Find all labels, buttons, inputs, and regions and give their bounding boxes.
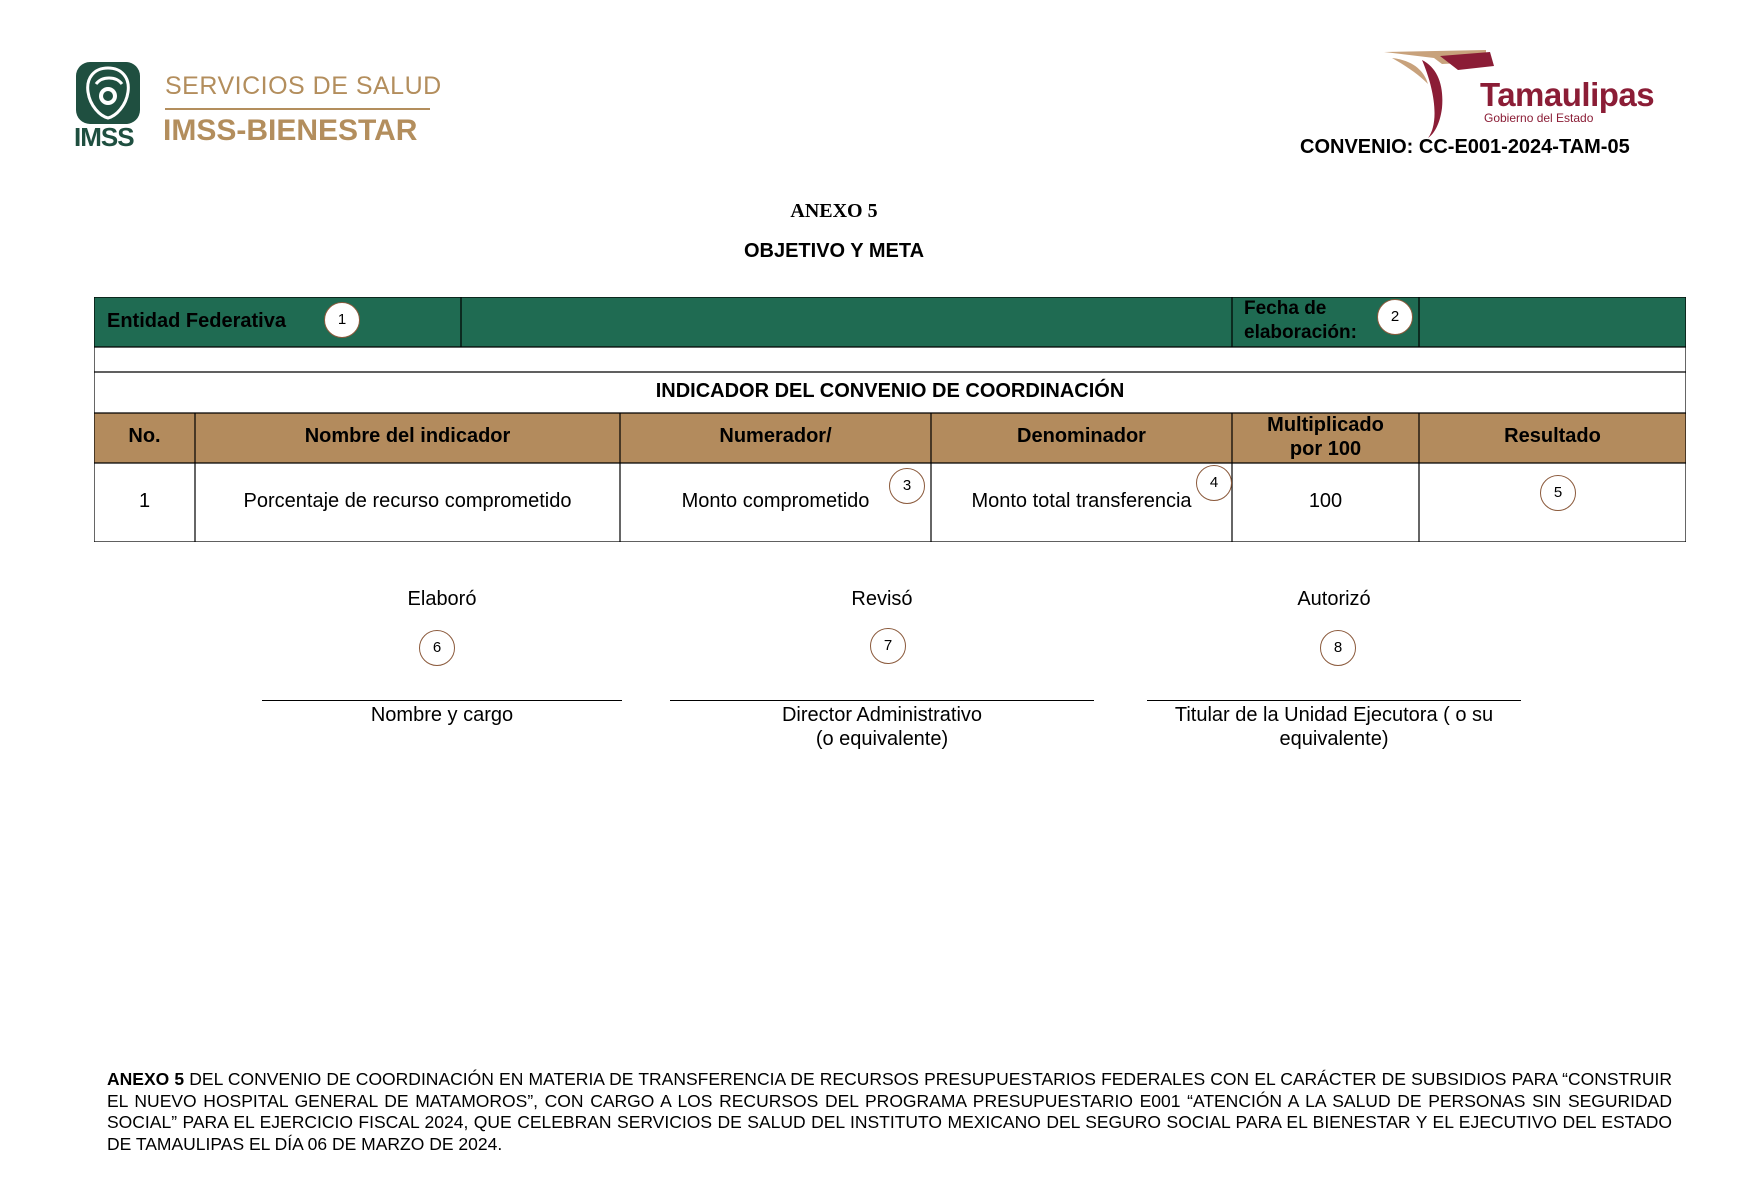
imss-emblem-icon xyxy=(76,62,140,124)
fecha-label-line1: Fecha de xyxy=(1244,298,1327,319)
marker-2: 2 xyxy=(1377,299,1413,335)
objetivo-title: OBJETIVO Y META xyxy=(743,240,925,262)
sig-autorizo-caption-line2: equivalente) xyxy=(1279,728,1389,750)
sig-autorizo-line xyxy=(1147,700,1521,701)
sig-autorizo-label: Autorizó xyxy=(1297,588,1371,610)
sig-elaboro-line xyxy=(262,700,622,701)
marker-8: 8 xyxy=(1320,630,1356,666)
row-multiplicado: 100 xyxy=(1308,490,1343,512)
col-header-multiplicado-line2: por 100 xyxy=(1289,438,1362,460)
footer-text: DEL CONVENIO DE COORDINACIÓN EN MATERIA DE TRANSFERENCIA DE RECURSOS PRESUPUESTARIOS FEDERALES CON EL CARÁCTER DE SUBSIDIOS PARA “CONSTRUIR EL NUEVO HOSPITAL GENERAL DE MATAMOROS”, CON CARGO A LOS RECURSOS DEL PROGRAMA PRESUPUESTARIO E001 “ATENCIÓN A LA SALUD DE PERSONAS SIN SEGURIDAD SOCIAL” PARA EL EJERCICIO FISCAL 2024, QUE CELEBRAN SERVICIOS DE SALUD DEL INSTITUTO MEXICANO DEL SEGURO SOCIAL PARA EL BIENESTAR Y EL EJECUTIVO DEL ESTADO DE TAMAULIPAS EL DÍA 06 DE MARZO DE 2024. xyxy=(107,1069,1672,1154)
sig-reviso-caption-line2: (o equivalente) xyxy=(815,728,949,750)
row-numerador: Monto comprometido xyxy=(681,490,870,512)
marker-5: 5 xyxy=(1540,475,1576,511)
sig-autorizo-caption xyxy=(1147,703,1521,751)
sig-reviso-caption-line1: Director Administrativo xyxy=(781,704,983,726)
imss-wordmark: IMSS xyxy=(74,122,134,152)
sig-elaboro-caption-line1: Nombre y cargo xyxy=(370,704,514,726)
brand-line1: SERVICIOS DE SALUD xyxy=(165,72,442,100)
anexo-title: ANEXO 5 xyxy=(790,200,878,222)
brand-line2: IMSS-BIENESTAR xyxy=(163,114,418,147)
indicador-title: INDICADOR DEL CONVENIO DE COORDINACIÓN xyxy=(655,380,1125,402)
sig-reviso-line xyxy=(670,700,1094,701)
col-header-numerador: Numerador/ xyxy=(719,425,832,447)
sig-reviso-label: Revisó xyxy=(851,588,913,610)
convenio-number: CONVENIO: CC-E001-2024-TAM-05 xyxy=(1300,136,1630,158)
state-name: Tamaulipas xyxy=(1480,76,1655,113)
marker-3: 3 xyxy=(889,468,925,504)
col-header-resultado: Resultado xyxy=(1504,425,1601,447)
col-header-denominador: Denominador xyxy=(1017,425,1146,447)
row-no: 1 xyxy=(138,490,151,512)
row-nombre: Porcentaje de recurso comprometido xyxy=(243,490,572,512)
fecha-label-line2: elaboración: xyxy=(1244,322,1357,343)
state-subtitle: Gobierno del Estado xyxy=(1484,111,1594,125)
row-denominador: Monto total transferencia xyxy=(971,490,1192,512)
sig-autorizo-caption-line1: Titular de la Unidad Ejecutora ( o su xyxy=(1174,704,1494,726)
entidad-label: Entidad Federativa xyxy=(107,310,286,332)
marker-6: 6 xyxy=(419,630,455,666)
col-header-nombre: Nombre del indicador xyxy=(304,425,511,447)
marker-1: 1 xyxy=(324,302,360,338)
sig-elaboro-caption xyxy=(262,703,622,727)
footer-note xyxy=(107,1069,1672,1155)
footer-lead: ANEXO 5 xyxy=(107,1069,185,1089)
col-header-multiplicado-line1: Multiplicado xyxy=(1267,414,1384,436)
sig-reviso-caption xyxy=(670,703,1094,751)
marker-4: 4 xyxy=(1196,465,1232,501)
sig-elaboro-label: Elaboró xyxy=(407,588,477,610)
col-header-no: No. xyxy=(128,425,161,447)
marker-7: 7 xyxy=(870,628,906,664)
brand-divider xyxy=(165,108,430,110)
